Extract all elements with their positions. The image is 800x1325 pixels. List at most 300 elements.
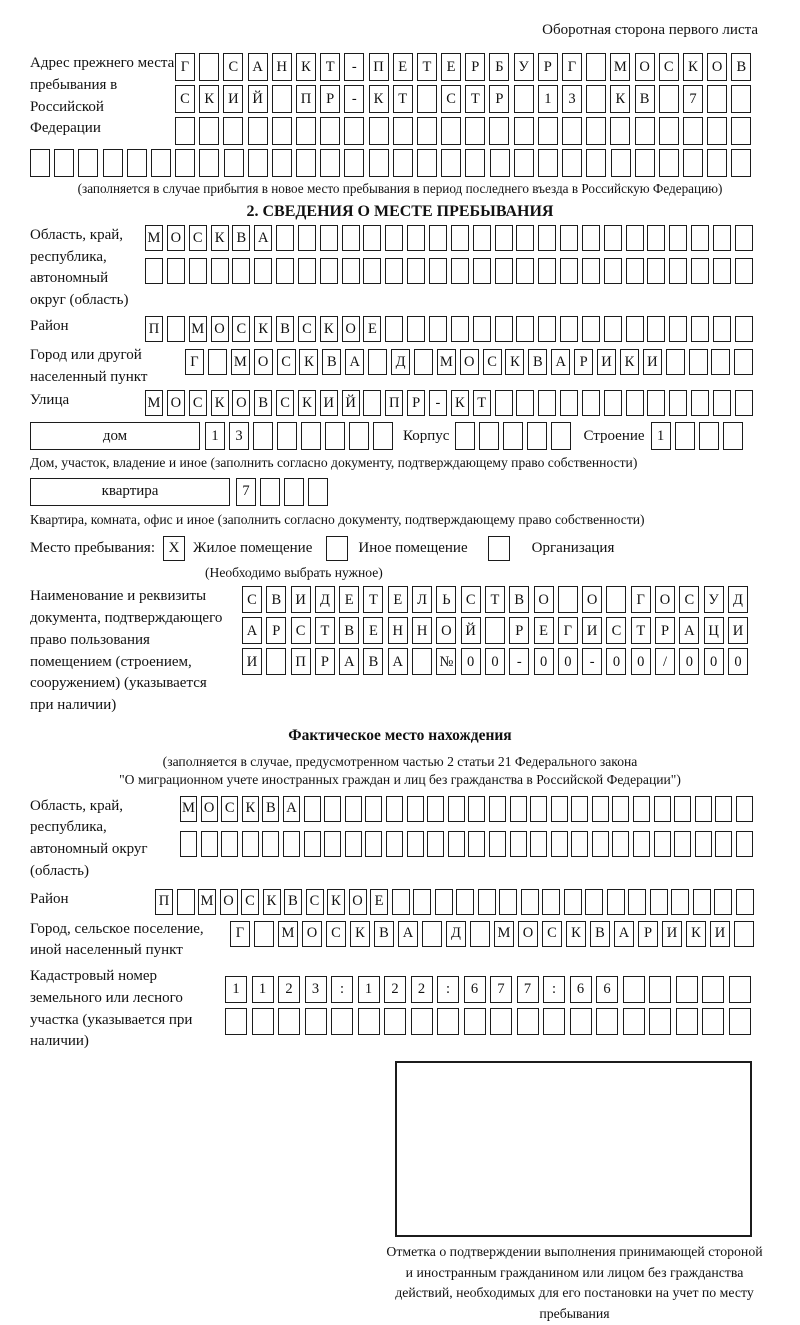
char-cell[interactable]: С — [306, 889, 324, 915]
char-cell[interactable] — [448, 796, 465, 822]
char-cell[interactable] — [232, 258, 250, 284]
char-cell[interactable]: Г — [230, 921, 250, 947]
char-cell[interactable] — [542, 889, 560, 915]
char-cell[interactable] — [127, 149, 147, 177]
char-cell[interactable] — [626, 390, 644, 416]
char-cell[interactable]: У — [704, 586, 724, 613]
char-cell[interactable] — [713, 390, 731, 416]
char-cell[interactable]: Й — [248, 85, 268, 113]
char-cell[interactable]: К — [683, 53, 703, 81]
char-cell[interactable]: Ь — [436, 586, 456, 613]
char-cell[interactable]: Р — [509, 617, 529, 644]
char-cell[interactable] — [189, 258, 207, 284]
char-cell[interactable]: В — [322, 349, 341, 375]
char-cell[interactable] — [248, 117, 268, 145]
char-cell[interactable]: 1 — [538, 85, 558, 113]
char-cell[interactable]: О — [460, 349, 479, 375]
char-cell[interactable]: 1 — [225, 976, 247, 1003]
char-cell[interactable] — [437, 1008, 459, 1035]
char-cell[interactable]: Т — [485, 586, 505, 613]
char-cell[interactable] — [242, 831, 259, 857]
char-cell[interactable]: М — [231, 349, 250, 375]
char-cell[interactable]: А — [679, 617, 699, 644]
char-cell[interactable] — [538, 316, 556, 342]
char-cell[interactable] — [731, 149, 751, 177]
char-cell[interactable] — [669, 225, 687, 251]
char-cell[interactable] — [691, 225, 709, 251]
char-cell[interactable]: С — [189, 390, 207, 416]
char-cell[interactable]: Г — [631, 586, 651, 613]
char-cell[interactable] — [649, 976, 671, 1003]
char-cell[interactable] — [592, 796, 609, 822]
char-cell[interactable]: 7 — [683, 85, 703, 113]
char-cell[interactable] — [669, 258, 687, 284]
char-cell[interactable] — [538, 117, 558, 145]
char-cell[interactable]: - — [582, 648, 602, 675]
char-cell[interactable] — [296, 149, 316, 177]
char-cell[interactable] — [465, 117, 485, 145]
char-cell[interactable]: Г — [185, 349, 204, 375]
char-cell[interactable] — [538, 258, 556, 284]
char-cell[interactable] — [441, 149, 461, 177]
char-cell[interactable]: В — [254, 390, 272, 416]
char-cell[interactable] — [592, 831, 609, 857]
char-cell[interactable]: А — [283, 796, 300, 822]
char-cell[interactable] — [671, 889, 689, 915]
char-cell[interactable] — [735, 390, 753, 416]
char-cell[interactable] — [560, 316, 578, 342]
char-cell[interactable]: П — [296, 85, 316, 113]
char-cell[interactable] — [470, 921, 490, 947]
char-cell[interactable] — [490, 1008, 512, 1035]
char-cell[interactable] — [384, 1008, 406, 1035]
char-cell[interactable]: Ц — [704, 617, 724, 644]
char-cell[interactable] — [427, 796, 444, 822]
char-cell[interactable] — [324, 796, 341, 822]
char-cell[interactable] — [223, 117, 243, 145]
char-cell[interactable]: Р — [315, 648, 335, 675]
char-cell[interactable] — [276, 258, 294, 284]
char-cell[interactable] — [510, 831, 527, 857]
char-cell[interactable] — [365, 831, 382, 857]
char-cell[interactable] — [715, 796, 732, 822]
char-cell[interactable] — [711, 349, 730, 375]
char-cell[interactable] — [373, 422, 393, 450]
char-cell[interactable]: Т — [417, 53, 437, 81]
char-cell[interactable]: 1 — [252, 976, 274, 1003]
char-cell[interactable] — [650, 889, 668, 915]
char-cell[interactable]: К — [211, 390, 229, 416]
char-cell[interactable]: О — [201, 796, 218, 822]
char-cell[interactable]: К — [254, 316, 272, 342]
char-cell[interactable] — [659, 117, 679, 145]
char-cell[interactable]: О — [349, 889, 367, 915]
char-cell[interactable]: С — [241, 889, 259, 915]
char-cell[interactable] — [211, 258, 229, 284]
char-cell[interactable]: Н — [412, 617, 432, 644]
char-cell[interactable]: К — [299, 349, 318, 375]
char-cell[interactable] — [517, 1008, 539, 1035]
char-cell[interactable] — [407, 316, 425, 342]
char-cell[interactable] — [320, 117, 340, 145]
char-cell[interactable] — [464, 1008, 486, 1035]
char-cell[interactable] — [145, 258, 163, 284]
char-cell[interactable] — [180, 831, 197, 857]
char-cell[interactable] — [451, 258, 469, 284]
char-cell[interactable] — [586, 149, 606, 177]
char-cell[interactable] — [485, 617, 505, 644]
char-cell[interactable] — [385, 225, 403, 251]
checkbox-other-premises[interactable] — [326, 536, 348, 561]
char-cell[interactable] — [610, 117, 630, 145]
char-cell[interactable] — [538, 225, 556, 251]
char-cell[interactable] — [272, 117, 292, 145]
char-cell[interactable]: Т — [631, 617, 651, 644]
char-cell[interactable] — [276, 225, 294, 251]
char-cell[interactable] — [393, 117, 413, 145]
char-cell[interactable] — [604, 390, 622, 416]
char-cell[interactable] — [510, 796, 527, 822]
char-cell[interactable] — [429, 316, 447, 342]
char-cell[interactable]: С — [679, 586, 699, 613]
char-cell[interactable] — [691, 390, 709, 416]
char-cell[interactable] — [358, 1008, 380, 1035]
char-cell[interactable]: В — [363, 648, 383, 675]
char-cell[interactable] — [560, 225, 578, 251]
char-cell[interactable]: И — [728, 617, 748, 644]
char-cell[interactable]: И — [662, 921, 682, 947]
char-cell[interactable]: С — [659, 53, 679, 81]
char-cell[interactable]: С — [223, 53, 243, 81]
char-cell[interactable] — [345, 831, 362, 857]
char-cell[interactable]: : — [331, 976, 353, 1003]
char-cell[interactable]: С — [298, 316, 316, 342]
char-cell[interactable]: О — [655, 586, 675, 613]
char-cell[interactable] — [735, 225, 753, 251]
char-cell[interactable]: А — [614, 921, 634, 947]
char-cell[interactable] — [407, 258, 425, 284]
char-cell[interactable] — [736, 889, 754, 915]
checkbox-residential[interactable]: X — [163, 536, 185, 561]
char-cell[interactable] — [693, 889, 711, 915]
char-cell[interactable]: К — [610, 85, 630, 113]
char-cell[interactable]: Р — [538, 53, 558, 81]
char-cell[interactable]: П — [145, 316, 163, 342]
char-cell[interactable]: С — [175, 85, 195, 113]
char-cell[interactable]: И — [582, 617, 602, 644]
char-cell[interactable] — [674, 796, 691, 822]
char-cell[interactable] — [713, 225, 731, 251]
char-cell[interactable] — [527, 422, 547, 450]
char-cell[interactable]: Г — [558, 617, 578, 644]
char-cell[interactable] — [417, 85, 437, 113]
char-cell[interactable]: У — [514, 53, 534, 81]
char-cell[interactable] — [647, 390, 665, 416]
char-cell[interactable]: Н — [272, 53, 292, 81]
char-cell[interactable] — [635, 149, 655, 177]
char-cell[interactable]: С — [542, 921, 562, 947]
char-cell[interactable] — [647, 258, 665, 284]
char-cell[interactable]: В — [528, 349, 547, 375]
char-cell[interactable] — [489, 117, 509, 145]
char-cell[interactable] — [516, 225, 534, 251]
char-cell[interactable] — [427, 831, 444, 857]
char-cell[interactable] — [363, 390, 381, 416]
char-cell[interactable]: С — [189, 225, 207, 251]
char-cell[interactable] — [175, 149, 195, 177]
char-cell[interactable] — [167, 258, 185, 284]
char-cell[interactable] — [551, 831, 568, 857]
char-cell[interactable] — [368, 349, 387, 375]
char-cell[interactable]: 3 — [305, 976, 327, 1003]
char-cell[interactable] — [54, 149, 74, 177]
char-cell[interactable]: С — [483, 349, 502, 375]
char-cell[interactable]: В — [509, 586, 529, 613]
char-cell[interactable] — [325, 422, 345, 450]
char-cell[interactable] — [342, 258, 360, 284]
char-cell[interactable] — [503, 422, 523, 450]
char-cell[interactable] — [604, 316, 622, 342]
char-cell[interactable] — [564, 889, 582, 915]
char-cell[interactable] — [407, 831, 424, 857]
char-cell[interactable] — [516, 258, 534, 284]
char-cell[interactable] — [78, 149, 98, 177]
char-cell[interactable]: Т — [363, 586, 383, 613]
char-cell[interactable] — [582, 390, 600, 416]
char-cell[interactable] — [695, 796, 712, 822]
char-cell[interactable]: 1 — [205, 422, 225, 450]
char-cell[interactable] — [713, 258, 731, 284]
char-cell[interactable] — [736, 796, 753, 822]
char-cell[interactable]: 0 — [461, 648, 481, 675]
char-cell[interactable]: 1 — [358, 976, 380, 1003]
char-cell[interactable]: К — [350, 921, 370, 947]
char-cell[interactable]: Т — [393, 85, 413, 113]
char-cell[interactable] — [612, 796, 629, 822]
char-cell[interactable]: К — [327, 889, 345, 915]
char-cell[interactable]: С — [291, 617, 311, 644]
char-cell[interactable]: И — [597, 349, 616, 375]
char-cell[interactable] — [448, 831, 465, 857]
char-cell[interactable] — [543, 1008, 565, 1035]
char-cell[interactable]: Г — [562, 53, 582, 81]
char-cell[interactable]: Р — [489, 85, 509, 113]
char-cell[interactable] — [729, 1008, 751, 1035]
char-cell[interactable]: В — [374, 921, 394, 947]
char-cell[interactable] — [260, 478, 280, 506]
char-cell[interactable] — [298, 258, 316, 284]
char-cell[interactable] — [363, 258, 381, 284]
char-cell[interactable]: : — [437, 976, 459, 1003]
char-cell[interactable]: 6 — [464, 976, 486, 1003]
char-cell[interactable] — [473, 258, 491, 284]
char-cell[interactable]: Р — [320, 85, 340, 113]
char-cell[interactable]: А — [339, 648, 359, 675]
char-cell[interactable] — [365, 796, 382, 822]
char-cell[interactable] — [582, 225, 600, 251]
char-cell[interactable] — [551, 422, 571, 450]
char-cell[interactable]: № — [436, 648, 456, 675]
char-cell[interactable] — [385, 258, 403, 284]
char-cell[interactable]: Б — [489, 53, 509, 81]
char-cell[interactable]: К — [263, 889, 281, 915]
char-cell[interactable] — [386, 796, 403, 822]
char-cell[interactable] — [514, 117, 534, 145]
char-cell[interactable] — [407, 225, 425, 251]
char-cell[interactable]: В — [731, 53, 751, 81]
char-cell[interactable]: 1 — [651, 422, 671, 450]
char-cell[interactable] — [695, 831, 712, 857]
char-cell[interactable] — [731, 117, 751, 145]
char-cell[interactable]: В — [635, 85, 655, 113]
char-cell[interactable]: Т — [473, 390, 491, 416]
char-cell[interactable]: Е — [363, 316, 381, 342]
char-cell[interactable] — [699, 422, 719, 450]
char-cell[interactable] — [298, 225, 316, 251]
char-cell[interactable] — [596, 1008, 618, 1035]
char-cell[interactable]: Е — [534, 617, 554, 644]
checkbox-organization[interactable] — [488, 536, 510, 561]
char-cell[interactable]: О — [707, 53, 727, 81]
char-cell[interactable] — [248, 149, 268, 177]
char-cell[interactable] — [606, 586, 626, 613]
char-cell[interactable] — [301, 422, 321, 450]
char-cell[interactable]: О — [232, 390, 250, 416]
char-cell[interactable] — [451, 316, 469, 342]
char-cell[interactable] — [729, 976, 751, 1003]
char-cell[interactable] — [713, 316, 731, 342]
char-cell[interactable]: И — [223, 85, 243, 113]
char-cell[interactable] — [628, 889, 646, 915]
char-cell[interactable] — [473, 225, 491, 251]
char-cell[interactable]: А — [345, 349, 364, 375]
char-cell[interactable]: К — [686, 921, 706, 947]
char-cell[interactable]: М — [189, 316, 207, 342]
char-cell[interactable] — [345, 796, 362, 822]
char-cell[interactable]: А — [551, 349, 570, 375]
char-cell[interactable] — [429, 225, 447, 251]
char-cell[interactable]: 0 — [558, 648, 578, 675]
char-cell[interactable] — [413, 889, 431, 915]
char-cell[interactable]: С — [326, 921, 346, 947]
char-cell[interactable]: В — [339, 617, 359, 644]
char-cell[interactable] — [674, 831, 691, 857]
char-cell[interactable] — [633, 831, 650, 857]
char-cell[interactable]: Е — [370, 889, 388, 915]
char-cell[interactable] — [344, 117, 364, 145]
char-cell[interactable]: К — [211, 225, 229, 251]
char-cell[interactable] — [225, 1008, 247, 1035]
char-cell[interactable] — [199, 117, 219, 145]
char-cell[interactable]: 3 — [562, 85, 582, 113]
char-cell[interactable]: 0 — [679, 648, 699, 675]
char-cell[interactable]: 2 — [384, 976, 406, 1003]
char-cell[interactable]: Е — [393, 53, 413, 81]
char-cell[interactable] — [253, 422, 273, 450]
char-cell[interactable] — [324, 831, 341, 857]
char-cell[interactable] — [417, 117, 437, 145]
char-cell[interactable] — [177, 889, 195, 915]
char-cell[interactable]: К — [566, 921, 586, 947]
char-cell[interactable] — [689, 349, 708, 375]
char-cell[interactable] — [305, 1008, 327, 1035]
char-cell[interactable] — [407, 796, 424, 822]
char-cell[interactable] — [611, 149, 631, 177]
char-cell[interactable]: 7 — [490, 976, 512, 1003]
char-cell[interactable]: И — [643, 349, 662, 375]
char-cell[interactable] — [736, 831, 753, 857]
char-cell[interactable]: И — [242, 648, 262, 675]
char-cell[interactable]: - — [429, 390, 447, 416]
char-cell[interactable] — [623, 976, 645, 1003]
char-cell[interactable] — [654, 796, 671, 822]
char-cell[interactable] — [669, 316, 687, 342]
char-cell[interactable] — [429, 258, 447, 284]
char-cell[interactable] — [392, 889, 410, 915]
char-cell[interactable] — [675, 422, 695, 450]
char-cell[interactable]: Р — [638, 921, 658, 947]
char-cell[interactable]: В — [232, 225, 250, 251]
char-cell[interactable]: К — [199, 85, 219, 113]
char-cell[interactable]: Д — [391, 349, 410, 375]
char-cell[interactable] — [283, 831, 300, 857]
char-cell[interactable] — [514, 149, 534, 177]
char-cell[interactable] — [702, 1008, 724, 1035]
char-cell[interactable] — [278, 1008, 300, 1035]
char-cell[interactable] — [167, 316, 185, 342]
char-cell[interactable] — [582, 316, 600, 342]
char-cell[interactable] — [612, 831, 629, 857]
char-cell[interactable]: М — [180, 796, 197, 822]
char-cell[interactable]: Й — [342, 390, 360, 416]
char-cell[interactable]: М — [278, 921, 298, 947]
char-cell[interactable]: Р — [574, 349, 593, 375]
char-cell[interactable] — [369, 117, 389, 145]
char-cell[interactable]: С — [461, 586, 481, 613]
char-cell[interactable] — [199, 149, 219, 177]
char-cell[interactable] — [363, 225, 381, 251]
char-cell[interactable]: С — [221, 796, 238, 822]
char-cell[interactable]: Г — [175, 53, 195, 81]
char-cell[interactable] — [272, 149, 292, 177]
char-cell[interactable]: : — [543, 976, 565, 1003]
char-cell[interactable]: Е — [339, 586, 359, 613]
char-cell[interactable] — [560, 258, 578, 284]
char-cell[interactable] — [320, 258, 338, 284]
char-cell[interactable] — [393, 149, 413, 177]
char-cell[interactable]: О — [534, 586, 554, 613]
char-cell[interactable] — [411, 1008, 433, 1035]
char-cell[interactable] — [224, 149, 244, 177]
char-cell[interactable] — [272, 85, 292, 113]
char-cell[interactable] — [734, 349, 753, 375]
char-cell[interactable]: С — [276, 390, 294, 416]
char-cell[interactable]: С — [242, 586, 262, 613]
char-cell[interactable] — [702, 976, 724, 1003]
char-cell[interactable] — [669, 390, 687, 416]
char-cell[interactable] — [320, 149, 340, 177]
char-cell[interactable] — [691, 258, 709, 284]
char-cell[interactable] — [530, 831, 547, 857]
char-cell[interactable]: 0 — [534, 648, 554, 675]
char-cell[interactable] — [30, 149, 50, 177]
char-cell[interactable] — [451, 225, 469, 251]
char-cell[interactable]: 2 — [278, 976, 300, 1003]
char-cell[interactable]: М — [437, 349, 456, 375]
char-cell[interactable] — [586, 85, 606, 113]
char-cell[interactable] — [331, 1008, 353, 1035]
char-cell[interactable]: 7 — [517, 976, 539, 1003]
